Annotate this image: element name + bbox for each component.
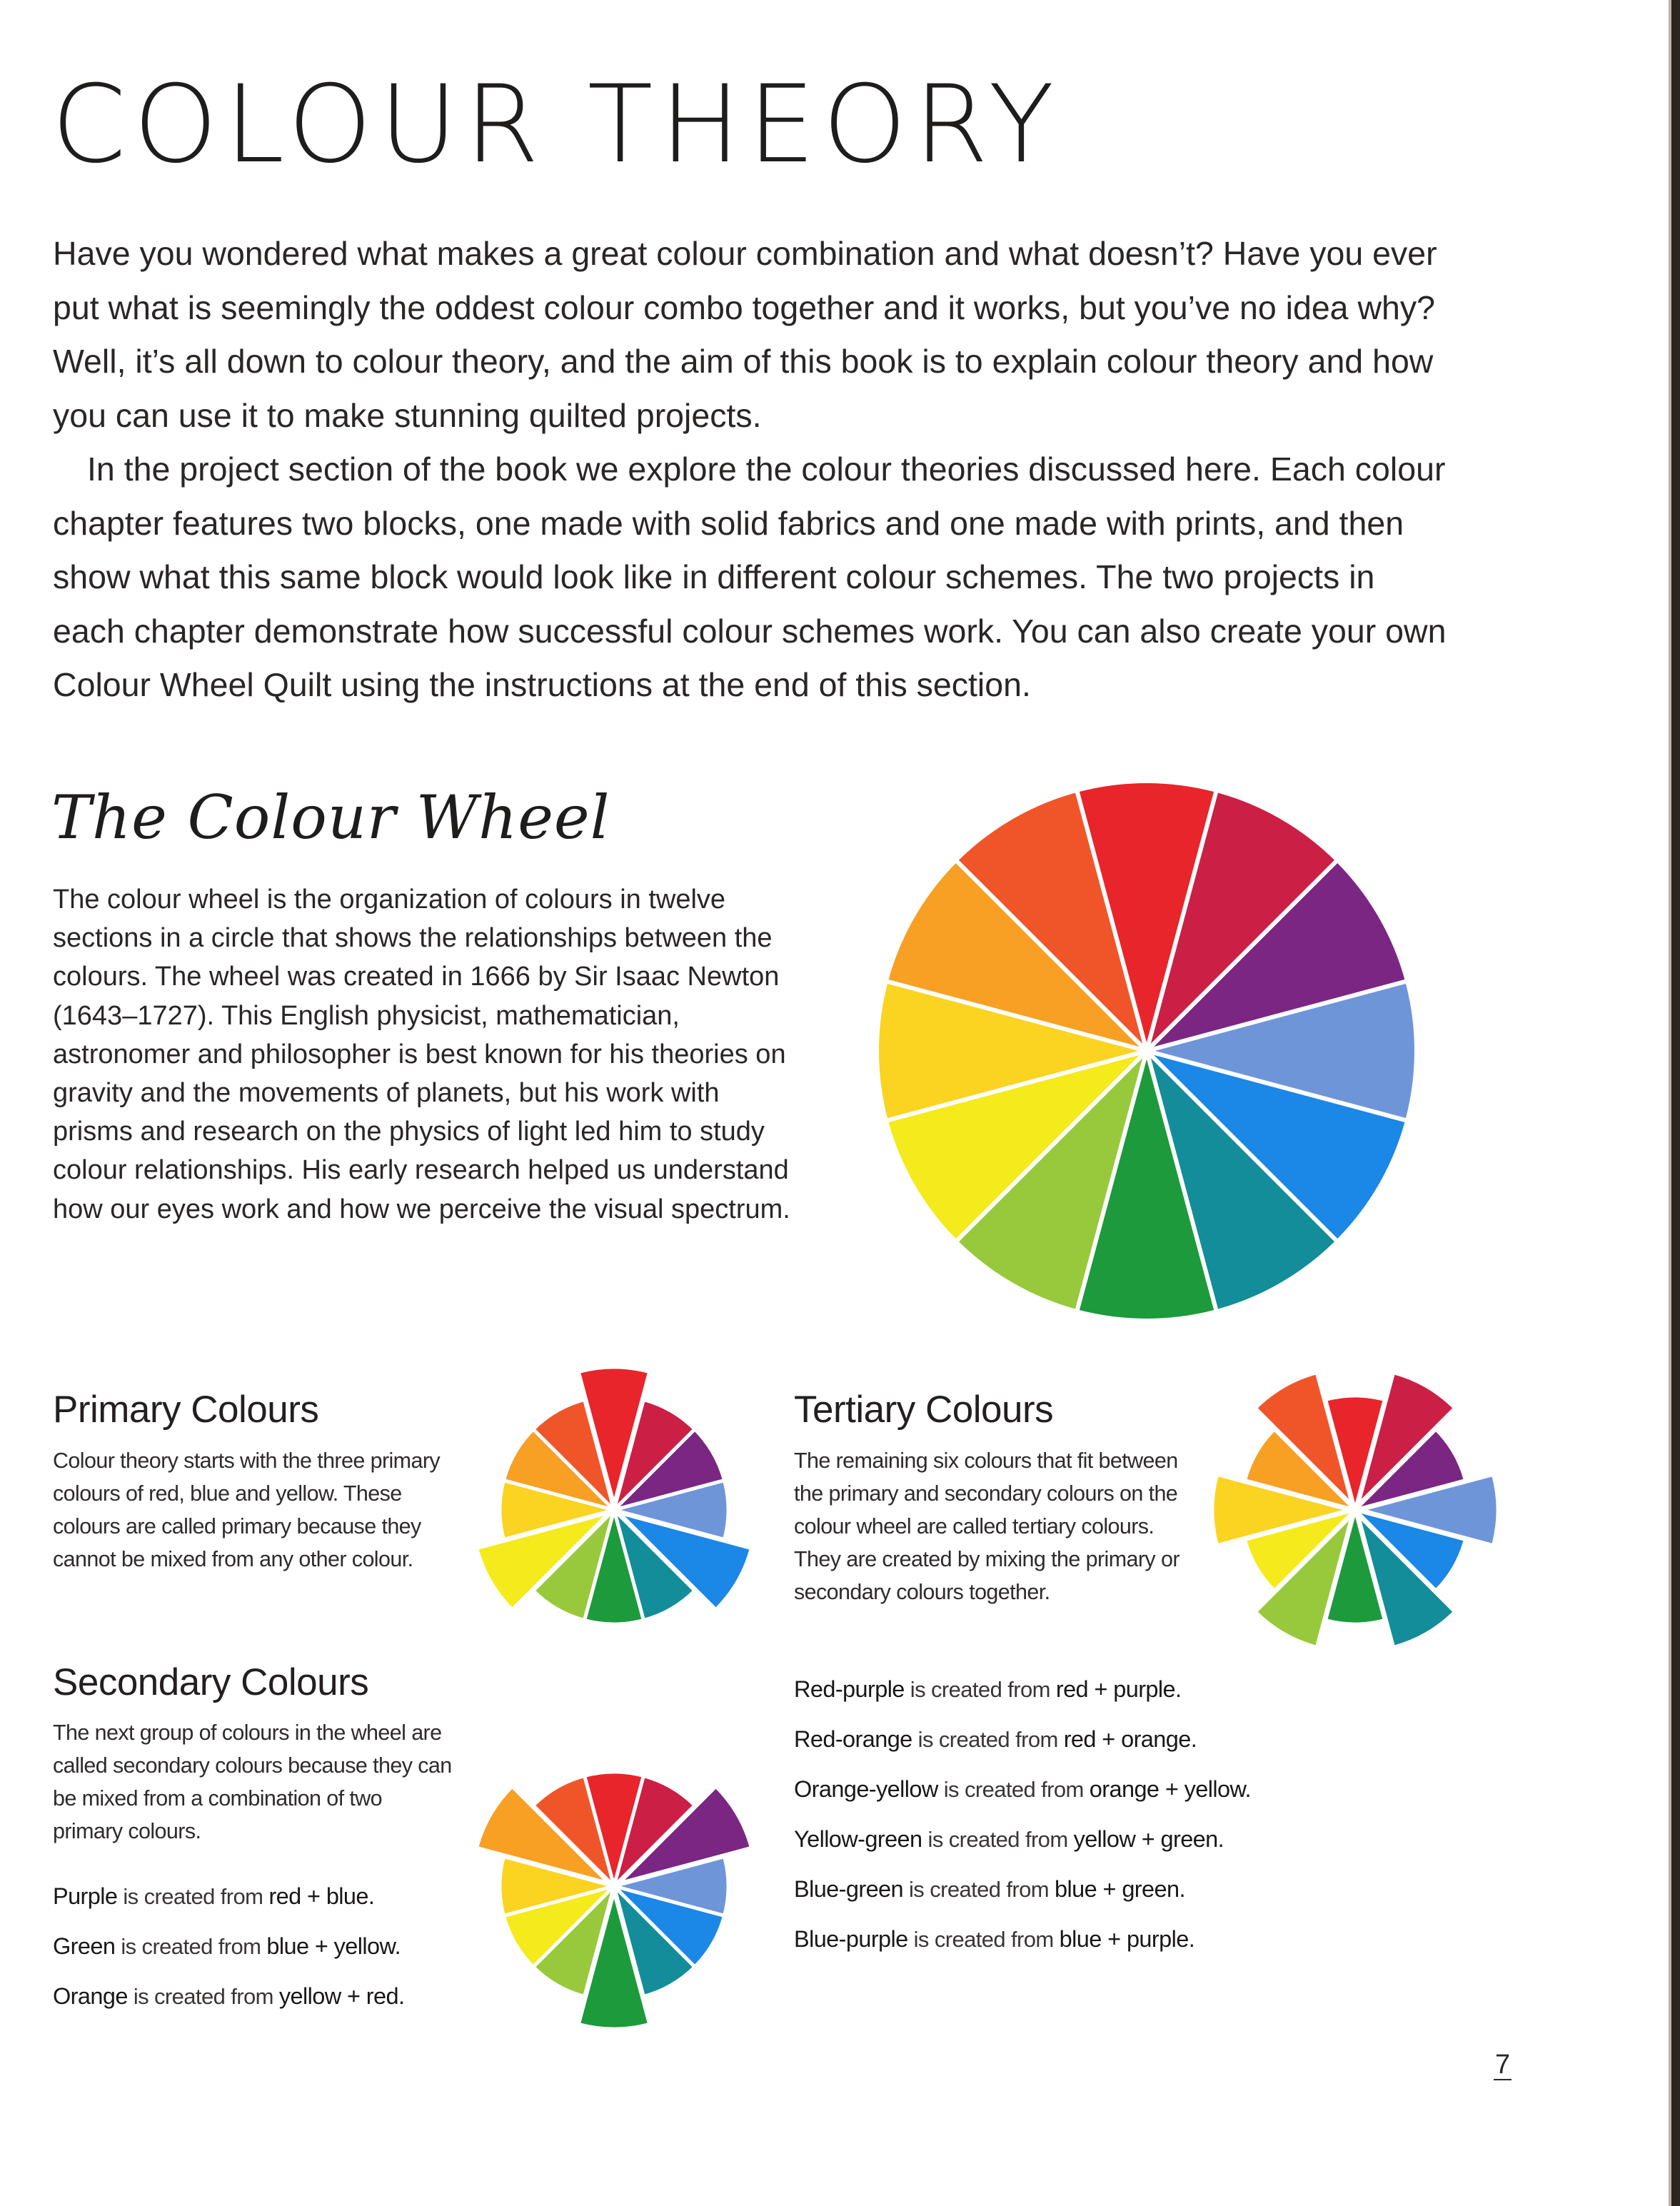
intro-paragraph: Have you wondered what makes a great colour combination and what doesn’t? Have you ever put what is seemingly the oddest colour combo together and it works, but you’ve no idea why? Well, it’s all down to colour theory, and the aim of this book is to explain colour theory and how you can use it to make stunning quilted projects. (53, 235, 1437, 434)
colour-name: Blue-green (794, 1876, 903, 1902)
intro-paragraph: In the project section of the book we explore the colour theories discussed here. Each colour chapter features two blocks, one made with solid fabrics and one made with prints, and then show what this same block would look like in different colour schemes. The two projects in each chapter demonstrate how successful colour schemes work. You can also create your own Colour Wheel Quilt using the instructions at the end of this section. (53, 450, 1447, 703)
colour-recipe: orange + yellow. (1089, 1776, 1251, 1802)
colour-wheel-body: The colour wheel is the organization of colours in twelve sections in a circle that shows the relationships between the colours. The wheel was created in 1666 by Sir Isaac Newton (1643–1727). This English physicist, mathematician, astronomer and philosopher is best known for his theories on gravity and the movements of planets, but his work with prisms and research on the physics of light led him to study colour relationships. His early research helped us understand how our eyes work and how we perceive the visual spectrum. (53, 885, 790, 1224)
intro-text (53, 227, 1452, 712)
colour-rule-item (53, 1980, 453, 2030)
colour-name: Blue-purple (794, 1926, 908, 1952)
tertiary-colours-wheel (1212, 1364, 1498, 1649)
rule-connector: is created from (937, 1777, 1090, 1802)
colour-rule-item (794, 1923, 1337, 1973)
rule-connector: is created from (115, 1934, 267, 1959)
rule-connector: is created from (903, 1877, 1055, 1902)
rule-connector: is created from (904, 1677, 1056, 1702)
rule-connector: is created from (922, 1827, 1074, 1852)
colour-name: Red-orange (794, 1726, 912, 1752)
rule-connector: is created from (127, 1984, 279, 2009)
tertiary-colours-body: The remaining six colours that fit between the primary and secondary colours on the colour wheel are called tertiary colours. They are created by mixing the primary or secondary colours together. (794, 1449, 1179, 1604)
page-binding-edge (1671, 0, 1680, 2206)
colour-name: Green (53, 1933, 116, 1959)
colour-rule-item (794, 1723, 1337, 1773)
rule-connector: is created from (907, 1927, 1060, 1952)
colour-recipe: yellow + green. (1073, 1826, 1224, 1852)
colour-recipe: red + purple. (1055, 1676, 1182, 1702)
colour-wheel-heading: The Colour Wheel (51, 782, 610, 852)
colour-recipe: blue + purple. (1059, 1926, 1195, 1952)
rule-connector: is created from (912, 1727, 1064, 1752)
colour-name: Orange (53, 1983, 128, 2009)
colour-name: Purple (53, 1883, 118, 1909)
colour-recipe: red + blue. (268, 1883, 375, 1909)
primary-colours-title: Primary Colours (53, 1389, 319, 1431)
primary-colours-body: Colour theory starts with the three primary colours of red, blue and yellow. These colours are called primary because they cannot be mixed from any other colour. (53, 1449, 441, 1571)
secondary-colours-body: The next group of colours in the wheel are called secondary colours because they can be mixed from a combination of two primary colours. (53, 1721, 452, 1843)
colour-recipe: blue + green. (1055, 1876, 1185, 1902)
colour-rule-item (794, 1823, 1337, 1873)
page-number: 7 (1495, 2050, 1511, 2080)
secondary-rules-list (53, 1880, 453, 2030)
tertiary-rules-list (794, 1673, 1337, 1973)
primary-colours-wheel (471, 1364, 757, 1649)
colour-recipe: red + orange. (1063, 1726, 1197, 1752)
colour-recipe: blue + yellow. (266, 1933, 401, 1959)
colour-name: Red-purple (794, 1676, 905, 1702)
colour-rule-item (794, 1873, 1337, 1923)
rule-connector: is created from (117, 1884, 269, 1909)
colour-rule-item (794, 1673, 1337, 1723)
secondary-colours-title: Secondary Colours (53, 1661, 369, 1703)
colour-wheel-diagram (875, 780, 1418, 1322)
colour-rule-item (53, 1930, 453, 1980)
page-title: COLOUR THEORY (51, 63, 1062, 187)
colour-rule-item (53, 1880, 453, 1930)
colour-name: Orange-yellow (794, 1776, 938, 1802)
colour-name: Yellow-green (794, 1826, 922, 1852)
colour-recipe: yellow + red. (278, 1983, 405, 2009)
secondary-colours-wheel (471, 1743, 757, 2029)
tertiary-colours-title: Tertiary Colours (794, 1389, 1054, 1431)
colour-rule-item (794, 1773, 1337, 1823)
